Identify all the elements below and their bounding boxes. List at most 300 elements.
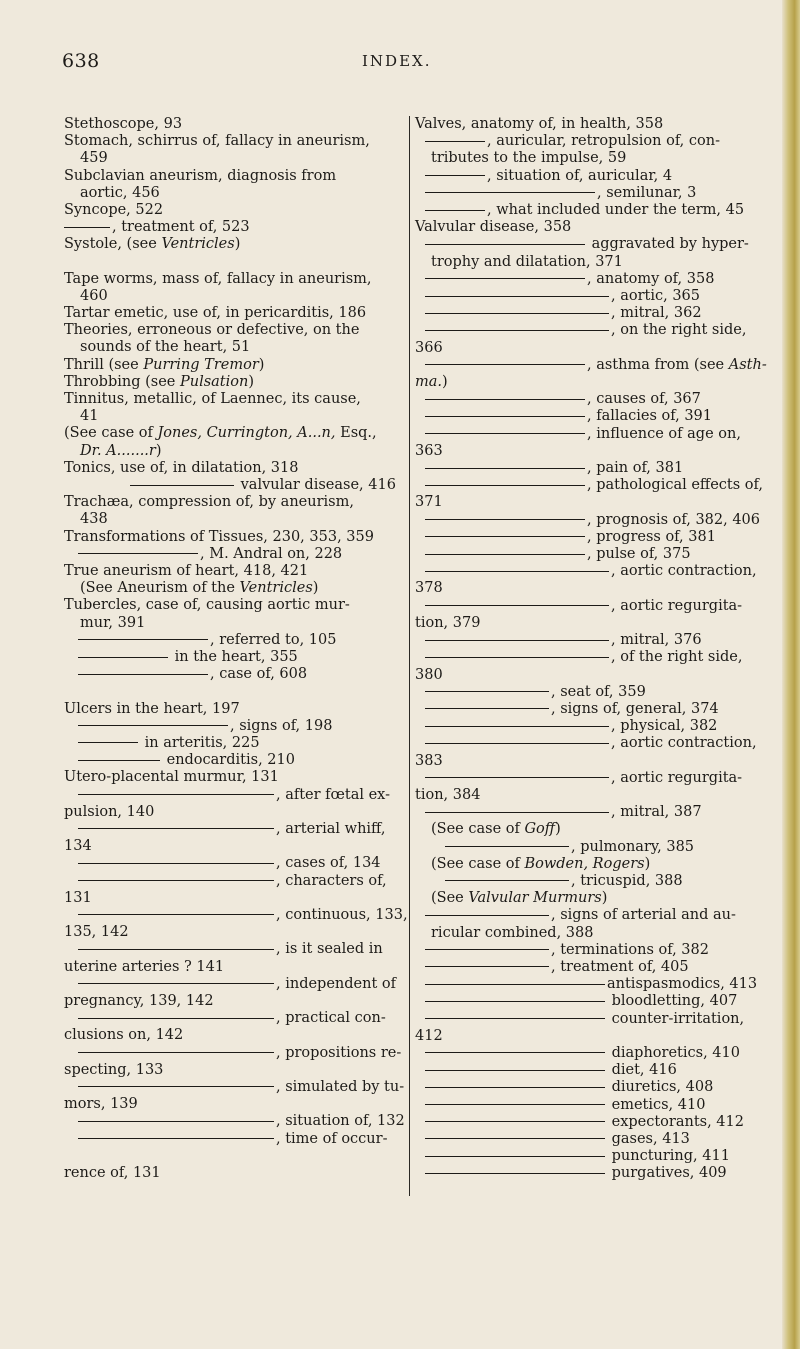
entry-text: 134	[64, 838, 92, 855]
entry-text: Valvular disease, 358	[415, 219, 572, 236]
repeat-dash	[425, 1001, 605, 1002]
entry-text: , propositions re-	[276, 1044, 402, 1061]
entry-text: aggravated by hyper-	[587, 236, 749, 253]
entry-text: ma.)	[415, 374, 448, 391]
entry-text: , continuous, 133,	[276, 906, 408, 923]
entry-text: , aortic contraction,	[611, 735, 757, 752]
entry-text: mors, 139	[64, 1096, 138, 1113]
index-entry	[64, 718, 402, 735]
entry-text: , is it sealed in	[276, 941, 383, 958]
index-entry	[415, 1028, 775, 1045]
repeat-dash	[425, 691, 549, 692]
index-entry	[415, 391, 775, 408]
repeat-dash	[425, 657, 609, 658]
index-entry	[64, 529, 402, 546]
entry-text: (See case of Bowden, Rogers)	[431, 855, 651, 872]
index-entry	[415, 357, 775, 374]
repeat-dash	[425, 519, 585, 520]
index-entry	[64, 185, 402, 202]
index-entry	[64, 924, 402, 941]
repeat-dash	[78, 657, 168, 658]
entry-text: tion, 384	[415, 786, 481, 803]
repeat-dash	[445, 846, 569, 847]
entry-text: , aortic contraction,	[611, 563, 757, 580]
entry-text: valvular disease, 416	[236, 477, 396, 494]
entry-text: , mitral, 387	[611, 804, 702, 821]
index-entry	[64, 769, 402, 786]
repeat-dash	[425, 192, 595, 193]
entry-text: rence of, 131	[64, 1164, 161, 1181]
index-entry	[415, 563, 775, 580]
index-entry	[415, 374, 775, 391]
repeat-dash	[425, 296, 609, 297]
repeat-dash	[425, 726, 609, 727]
index-entry	[415, 684, 775, 701]
index-entry	[415, 718, 775, 735]
repeat-dash	[78, 1121, 274, 1122]
entry-text: , of the right side,	[611, 649, 743, 666]
repeat-dash	[425, 554, 585, 555]
entry-text: 363	[415, 442, 443, 459]
repeat-dash	[78, 983, 274, 984]
entry-text: Systole, (see Ventricles)	[64, 236, 241, 253]
entry-text: uterine arteries ? 141	[64, 958, 225, 975]
entry-text: , aortic regurgita-	[611, 597, 743, 614]
entry-text: Tape worms, mass of, fallacy in aneurism,	[64, 270, 372, 287]
index-entry	[415, 580, 775, 597]
index-entry	[415, 1011, 775, 1028]
index-entry	[415, 907, 775, 924]
entry-gap	[64, 254, 402, 271]
entry-text: Tinnitus, metallic, of Laennec, its cause,	[64, 391, 361, 408]
index-entry	[64, 374, 402, 391]
entry-text: Stethoscope, 93	[64, 116, 183, 132]
index-entry	[64, 649, 402, 666]
index-entry	[415, 529, 775, 546]
entry-text: , asthma from (see Asth-	[587, 356, 767, 373]
entry-text: 378	[415, 580, 443, 597]
index-entry	[415, 271, 775, 288]
index-entry	[415, 873, 775, 890]
entry-text: 380	[415, 666, 443, 683]
repeat-dash	[425, 244, 585, 245]
entry-text: 459	[80, 150, 108, 167]
entry-text: trophy and dilatation, 371	[431, 253, 623, 270]
repeat-dash	[425, 330, 609, 331]
index-entry	[415, 890, 775, 907]
index-entry	[415, 168, 775, 185]
repeat-dash	[425, 743, 609, 744]
index-entry	[64, 1078, 405, 1096]
entry-text: , fallacies of, 391	[587, 408, 713, 425]
entry-text: bloodletting, 407	[607, 993, 738, 1010]
index-entry	[415, 305, 775, 322]
entry-text: , what included under the term, 45	[487, 202, 745, 219]
repeat-dash	[78, 1138, 274, 1139]
entry-text: , situation of, auricular, 4	[487, 167, 673, 184]
entry-text: , anatomy of, 358	[587, 270, 715, 287]
entry-text: , pain of, 381	[587, 460, 684, 477]
entry-text: 412	[415, 1027, 443, 1044]
index-entry	[415, 546, 775, 563]
entry-text: (See case of Goff)	[431, 821, 561, 838]
index-entry	[64, 1131, 402, 1148]
entry-text: , time of occur-	[276, 1130, 388, 1147]
entry-text: expectorants, 412	[607, 1113, 744, 1130]
repeat-dash	[425, 210, 485, 211]
entry-text: , influence of age on,	[587, 425, 741, 442]
entry-text: purgatives, 409	[607, 1165, 727, 1182]
repeat-dash	[425, 1156, 605, 1157]
entry-text: mur, 391	[80, 614, 146, 631]
index-entry	[415, 254, 775, 271]
index-entry	[415, 976, 775, 993]
repeat-dash	[64, 227, 110, 228]
entry-text: , independent of	[276, 975, 396, 992]
entry-text: pregnancy, 139, 142	[64, 992, 214, 1009]
entry-text: , characters of,	[276, 872, 387, 889]
entry-text: Tartar emetic, use of, in pericarditis, 186	[64, 305, 367, 322]
entry-text: Valves, anatomy of, in health, 358	[415, 116, 664, 132]
entry-text: diaphoretics, 410	[607, 1044, 740, 1061]
index-entry	[64, 168, 402, 185]
page-header	[62, 50, 752, 90]
entry-text: , terminations of, 382	[551, 941, 709, 958]
repeat-dash	[425, 1087, 605, 1088]
index-entry	[64, 391, 402, 408]
entry-text: diet, 416	[607, 1062, 677, 1079]
index-entry	[64, 993, 402, 1010]
index-entry	[64, 804, 402, 821]
index-entry	[64, 632, 402, 649]
entry-text: , practical con-	[276, 1010, 386, 1027]
entry-text: emetics, 410	[607, 1096, 706, 1113]
entry-text: Dr. A.......r)	[80, 442, 162, 459]
index-entry	[64, 941, 402, 958]
repeat-dash	[425, 536, 585, 537]
entry-text: Syncope, 522	[64, 202, 164, 219]
entry-text: counter-irritation,	[607, 1010, 745, 1027]
entry-text: (See Valvular Murmurs)	[431, 890, 608, 907]
index-entry	[415, 942, 775, 959]
index-entry	[415, 185, 775, 202]
repeat-dash	[78, 742, 138, 743]
entry-text: , prognosis of, 382, 406	[587, 511, 761, 528]
index-entry	[415, 770, 775, 787]
entry-text: Utero-placental murmur, 131	[64, 769, 279, 786]
index-entry	[64, 855, 402, 872]
index-entry	[415, 477, 775, 494]
index-entry	[64, 666, 402, 683]
repeat-dash	[78, 760, 160, 761]
repeat-dash	[425, 1018, 605, 1019]
entry-text: endocarditis, 210	[162, 752, 295, 769]
index-entry	[64, 701, 402, 718]
index-entry	[64, 752, 402, 769]
repeat-dash	[425, 364, 585, 365]
entry-text: pulsion, 140	[64, 803, 155, 820]
entry-text: antispasmodics, 413	[607, 976, 758, 993]
index-entry	[64, 1165, 402, 1182]
index-entry	[64, 494, 402, 511]
repeat-dash	[78, 794, 274, 795]
index-entry	[415, 839, 775, 856]
repeat-dash	[78, 639, 208, 640]
entry-text: Ulcers in the heart, 197	[64, 700, 240, 717]
repeat-dash	[425, 433, 585, 434]
entry-text: Theories, erroneous or defective, on the	[64, 322, 360, 339]
entry-text: , treatment of, 405	[551, 958, 689, 975]
entry-text: 41	[80, 408, 99, 425]
running-title: INDEX.	[362, 52, 432, 70]
index-entry	[64, 906, 408, 924]
repeat-dash	[425, 915, 549, 916]
index-entry	[64, 339, 402, 356]
page-gilt-edge	[782, 0, 800, 1349]
index-entry	[64, 597, 402, 614]
repeat-dash	[425, 1173, 605, 1174]
entry-text: ricular combined, 388	[431, 924, 594, 941]
entry-text: puncturing, 411	[607, 1148, 730, 1165]
repeat-dash	[78, 725, 228, 726]
entry-text: , on the right side,	[611, 322, 747, 339]
entry-text: Tubercles, case of, causing aortic mur-	[64, 597, 350, 614]
repeat-dash	[425, 605, 609, 606]
repeat-dash	[425, 1121, 605, 1122]
entry-text: specting, 133	[64, 1061, 164, 1078]
entry-text: 131	[64, 889, 92, 906]
repeat-dash	[78, 828, 274, 829]
index-entry	[64, 546, 402, 563]
repeat-dash	[425, 468, 585, 469]
entry-text: , pulse of, 375	[587, 546, 691, 563]
entry-text: , seat of, 359	[551, 683, 646, 700]
index-entry	[415, 460, 775, 477]
entry-text: aortic, 456	[80, 184, 160, 201]
index-entry	[415, 202, 775, 219]
index-entry	[415, 322, 775, 339]
index-entry	[64, 838, 402, 855]
index-entry	[415, 993, 775, 1010]
index-entry	[415, 219, 775, 236]
entry-text: , mitral, 376	[611, 632, 702, 649]
repeat-dash	[78, 949, 274, 950]
index-entry	[415, 856, 775, 873]
entry-text: diuretics, 408	[607, 1079, 714, 1096]
entry-text: , pulmonary, 385	[571, 838, 695, 855]
index-entry	[415, 667, 775, 684]
repeat-dash	[78, 914, 274, 915]
entry-text: , M. Andral on, 228	[200, 545, 343, 562]
entry-text: , signs of, general, 374	[551, 700, 719, 717]
repeat-dash	[425, 141, 485, 142]
index-entry	[415, 1097, 775, 1114]
index-entry	[64, 976, 402, 993]
entry-text: 135, 142	[64, 924, 129, 941]
index-entry	[415, 133, 775, 150]
index-entry	[64, 460, 402, 477]
index-entry	[415, 649, 775, 666]
index-entry	[415, 1131, 775, 1148]
entry-text: in arteritis, 225	[140, 734, 260, 751]
index-entry	[64, 271, 402, 288]
index-entry	[64, 563, 402, 580]
entry-text: , tricuspid, 388	[571, 872, 683, 889]
entry-text: 366	[415, 339, 443, 356]
entry-text: , auricular, retropulsion of, con-	[487, 133, 720, 150]
index-entry	[64, 1027, 402, 1044]
index-entry	[64, 821, 402, 838]
index-entry	[415, 443, 775, 460]
index-entry	[415, 925, 775, 942]
index-entry	[415, 821, 775, 838]
repeat-dash	[78, 1086, 274, 1087]
entry-text: sounds of the heart, 51	[80, 339, 251, 356]
index-entry	[415, 959, 775, 976]
index-entry	[415, 1045, 775, 1062]
repeat-dash	[425, 416, 585, 417]
index-entry	[415, 408, 775, 425]
index-entry	[64, 1096, 402, 1113]
index-entry	[64, 1062, 402, 1079]
page-number: 638	[62, 50, 100, 72]
entry-text: , signs of arterial and au-	[551, 907, 736, 924]
repeat-dash	[425, 777, 609, 778]
entry-text: Stomach, schirrus of, fallacy in aneurism,	[64, 133, 370, 150]
entry-text: gases, 413	[607, 1130, 690, 1147]
index-entry	[415, 150, 775, 167]
repeat-dash	[425, 1052, 605, 1053]
entry-text: , semilunar, 3	[597, 184, 697, 201]
index-entry	[415, 1114, 775, 1131]
index-entry	[415, 701, 775, 718]
index-entry	[415, 598, 775, 615]
index-entry	[415, 804, 775, 821]
index-entry	[64, 1045, 402, 1062]
index-entry	[415, 787, 775, 804]
repeat-dash	[425, 278, 585, 279]
index-entry	[415, 494, 775, 511]
entry-text: in the heart, 355	[170, 649, 298, 666]
entry-gap	[64, 1148, 402, 1165]
index-entry	[415, 1165, 775, 1182]
entry-text: clusions on, 142	[64, 1027, 184, 1044]
index-entry	[415, 615, 775, 632]
entry-text: (See case of Jones, Currington, A...n, Esq.,	[64, 425, 377, 442]
repeat-dash	[425, 313, 609, 314]
index-entry	[64, 305, 402, 322]
entry-text: 383	[415, 752, 443, 769]
entry-text: , progress of, 381	[587, 528, 716, 545]
index-entry	[415, 1079, 775, 1096]
index-entry	[415, 735, 775, 752]
repeat-dash	[425, 571, 609, 572]
repeat-dash	[425, 640, 609, 641]
repeat-dash	[425, 708, 549, 709]
entry-text: , physical, 382	[611, 718, 718, 735]
entry-text: , simulated by tu-	[276, 1078, 405, 1095]
entry-text: tion, 379	[415, 614, 481, 631]
index-entry	[64, 735, 402, 752]
index-entry	[415, 1148, 775, 1165]
repeat-dash	[425, 485, 585, 486]
index-column-right	[409, 116, 775, 1196]
repeat-dash	[78, 1052, 274, 1053]
index-entry	[64, 615, 402, 632]
repeat-dash	[425, 966, 549, 967]
index-entry	[64, 580, 402, 597]
index-entry	[64, 322, 402, 339]
index-entry	[64, 959, 402, 976]
entry-text: , signs of, 198	[230, 717, 333, 734]
repeat-dash	[78, 1018, 274, 1019]
index-entry	[64, 425, 402, 442]
entry-text: , case of, 608	[210, 666, 308, 683]
index-entry	[64, 443, 402, 460]
index-entry	[64, 873, 402, 890]
entry-text: , arterial whiff,	[276, 820, 386, 837]
index-entry	[64, 288, 402, 305]
repeat-dash	[425, 175, 485, 176]
entry-text: (See Aneurism of the Ventricles)	[80, 580, 319, 597]
index-entry	[415, 632, 775, 649]
index-entry	[64, 1113, 405, 1130]
entry-text: , cases of, 134	[276, 855, 381, 872]
entry-text: , causes of, 367	[587, 391, 701, 408]
index-entry	[64, 511, 402, 528]
index-column-left	[64, 116, 408, 1182]
index-entry	[64, 150, 402, 167]
entry-text: Throbbing (see Pulsation)	[64, 373, 255, 390]
entry-text: , treatment of, 523	[112, 219, 250, 236]
entry-text: Subclavian aneurism, diagnosis from	[64, 167, 337, 184]
index-entry	[415, 340, 775, 357]
entry-text: , after fœtal ex-	[276, 786, 391, 803]
repeat-dash	[425, 1104, 605, 1105]
repeat-dash	[425, 984, 605, 985]
repeat-dash	[78, 863, 274, 864]
index-entry	[64, 477, 402, 494]
repeat-dash	[78, 553, 198, 554]
entry-text: Trachæa, compression of, by aneurism,	[64, 494, 354, 511]
index-entry	[64, 202, 402, 219]
index-entry	[64, 1010, 402, 1027]
repeat-dash	[425, 949, 549, 950]
entry-text: 460	[80, 287, 108, 304]
index-entry	[64, 133, 402, 150]
entry-text: Tonics, use of, in dilatation, 318	[64, 459, 299, 476]
index-entry	[64, 408, 402, 425]
repeat-dash	[130, 485, 234, 486]
repeat-dash	[425, 812, 609, 813]
entry-text: 438	[80, 511, 108, 528]
entry-text: True aneurism of heart, 418, 421	[64, 563, 309, 580]
repeat-dash	[425, 1070, 605, 1071]
repeat-dash	[445, 880, 569, 881]
index-entry	[64, 890, 402, 907]
index-entry	[64, 787, 402, 804]
entry-text: , aortic regurgita-	[611, 769, 743, 786]
entry-text: 371	[415, 494, 443, 511]
entry-text: , mitral, 362	[611, 305, 702, 322]
entry-text: tributes to the impulse, 59	[431, 150, 627, 167]
repeat-dash	[425, 399, 585, 400]
index-entry	[415, 288, 775, 305]
entry-text: Transformations of Tissues, 230, 353, 359	[64, 528, 374, 545]
repeat-dash	[425, 1138, 605, 1139]
index-entry	[415, 116, 775, 133]
entry-gap	[64, 684, 402, 701]
